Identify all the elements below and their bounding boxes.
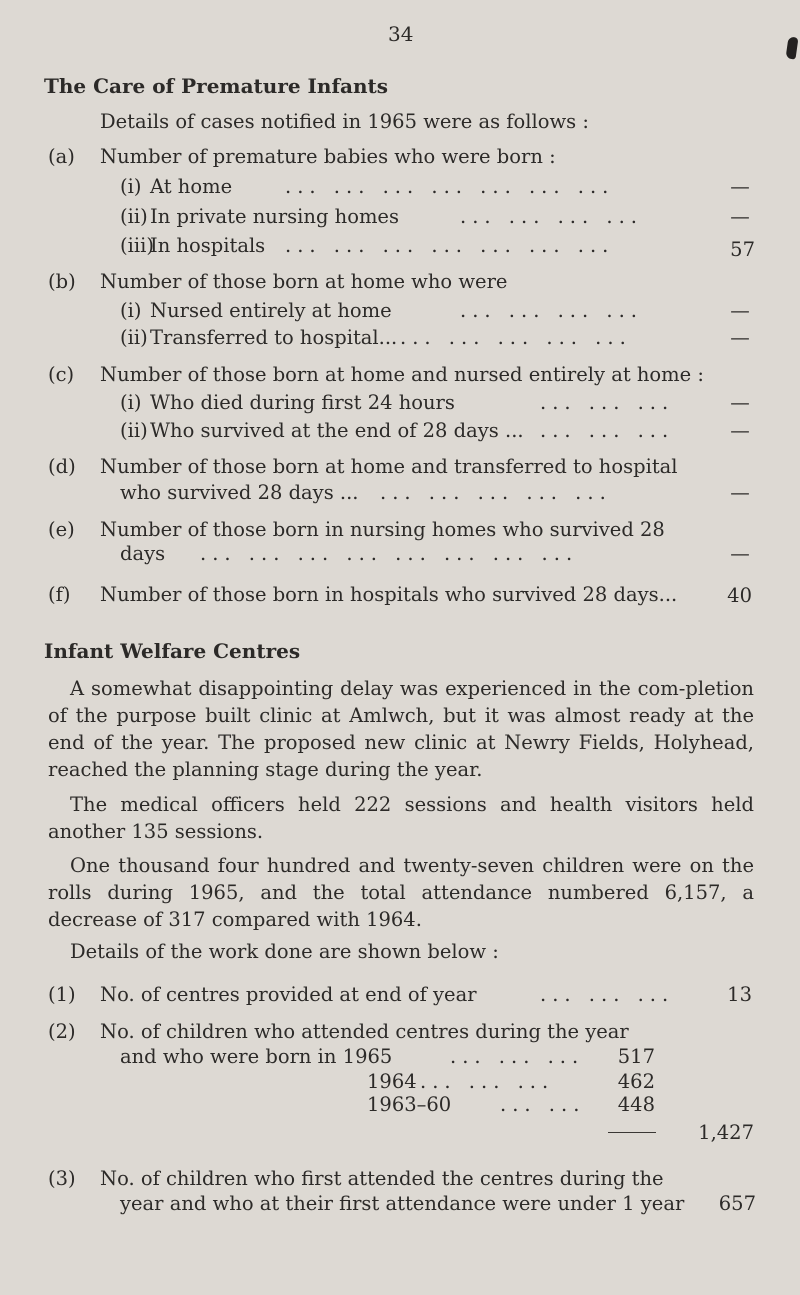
item-a-i-value: — [730,175,750,198]
item-c-i-num: (i) [120,391,142,414]
ink-blot [786,36,799,59]
item-b-ii-num: (ii) [120,326,148,349]
item-c-i-label: Who died during first 24 hours [150,391,455,414]
item-c-ii-value: — [730,419,750,442]
breakdown-value-1964: 462 [617,1070,655,1093]
paragraph-sessions: The medical officers held 222 sessions and health visitors held another 135 sessions. [48,793,754,843]
item-b-letter: (b) [48,270,76,293]
work-item-3-line2: year and who at their first attendance were under 1 year [120,1192,685,1215]
item-a-text: Number of premature babies who were born : [100,145,556,168]
item-a-ii-num: (ii) [120,205,148,228]
dot-leader: ... ... ... [450,1045,585,1068]
item-d-letter: (d) [48,455,76,478]
work-item-2-line1: No. of children who attended centres during the year [100,1020,629,1043]
item-e-letter: (e) [48,518,75,541]
item-a-iii-num: (iii) [120,234,154,257]
item-a-ii-label: In private nursing homes [150,205,399,228]
work-item-1-label: No. of centres provided at end of year [100,983,477,1006]
dot-leader: ... ... ... ... ... ... ... ... [200,542,579,565]
breakdown-year-1963-60: 1963–60 [367,1093,452,1116]
item-d-value: — [730,481,750,504]
item-a-i-label: At home [150,175,233,198]
section-heading-infant-welfare-centres: Infant Welfare Centres [44,639,301,663]
dot-leader: ... ... ... [540,983,675,1006]
item-b-i-value: — [730,299,750,322]
item-d-line1: Number of those born at home and transferred to hospital [100,455,678,478]
breakdown-year-1965: 1965 [342,1045,393,1068]
item-a-iii-label: In hospitals [150,234,266,257]
work-item-2-line2: and who were born in 1965 [120,1045,393,1068]
item-b-text: Number of those born at home who were [100,270,508,293]
work-item-3-value: 657 [718,1192,756,1215]
item-b-i-label: Nursed entirely at home [150,299,392,322]
breakdown-year-1964: 1964 [367,1070,417,1093]
dot-leader: ... ... ... ... ... ... ... [285,234,615,257]
breakdown-value-1963-60: 448 [617,1093,655,1116]
work-item-3-line1: No. of children who first attended the centres during the [100,1167,664,1190]
item-d-line2: who survived 28 days ... [120,481,359,504]
item-c-letter: (c) [48,363,75,386]
dot-leader: ... ... ... ... [460,205,643,228]
dot-leader: ... ... [500,1093,586,1116]
item-c-ii-num: (ii) [120,419,148,442]
item-e-value: — [730,542,750,565]
dot-leader: ... ... ... ... [460,299,643,322]
item-c-text: Number of those born at home and nursed entirely at home : [100,363,704,386]
paragraph-rolls: One thousand four hundred and twenty-seven children were on the rolls during 1965, and the total attendance numbered 6,157, a decrease of 317 compared with 1964. [48,854,754,931]
item-f-value: 40 [727,584,752,607]
item-a-iii-value: 57 [730,238,755,261]
work-item-1-value: 13 [727,983,752,1006]
dot-leader: ... ... ... ... ... [400,326,632,349]
item-b-i-num: (i) [120,299,142,322]
dot-leader: ... ... ... [540,419,675,442]
item-a-i-num: (i) [120,175,142,198]
item-f-text: Number of those born in hospitals who survived 28 days... [100,583,678,606]
item-f-letter: (f) [48,583,71,606]
item-b-ii-label: Transferred to hospital... [150,326,398,349]
paragraph-clinic-delay: A somewhat disappointing delay was experienced in the com-pletion of the purpose built clinic at Amlwch, but it was almost ready at the end of the year. The proposed new clinic at Newry Fields, Holyhead, reached the planning stage during the year. [48,677,754,781]
paragraph-details-intro: Details of the work done are shown below : [70,940,499,963]
breakdown-value-1965: 517 [617,1045,655,1068]
work-item-2-num: (2) [48,1020,76,1043]
dot-leader: ... ... ... ... ... ... ... [285,175,615,198]
item-c-i-value: — [730,391,750,414]
item-e-line2: days [120,542,166,565]
item-a-letter: (a) [48,145,75,168]
work-item-3-num: (3) [48,1167,76,1190]
dot-leader: ... ... ... [540,391,675,414]
section-heading-premature-infants: The Care of Premature Infants [44,74,389,98]
item-e-line1: Number of those born in nursing homes who survived 28 [100,518,665,541]
work-item-2-total: 1,427 [698,1121,754,1144]
intro-text: Details of cases notified in 1965 were as follows : [100,110,589,133]
dot-leader: ... ... ... [420,1070,555,1093]
work-item-1-num: (1) [48,983,76,1006]
page-number: 34 [388,22,414,46]
subtotal-rule [608,1132,656,1133]
item-b-ii-value: — [730,326,750,349]
dot-leader: ... ... ... ... ... [380,481,612,504]
item-c-ii-label: Who survived at the end of 28 days ... [150,419,524,442]
item-a-ii-value: — [730,205,750,228]
